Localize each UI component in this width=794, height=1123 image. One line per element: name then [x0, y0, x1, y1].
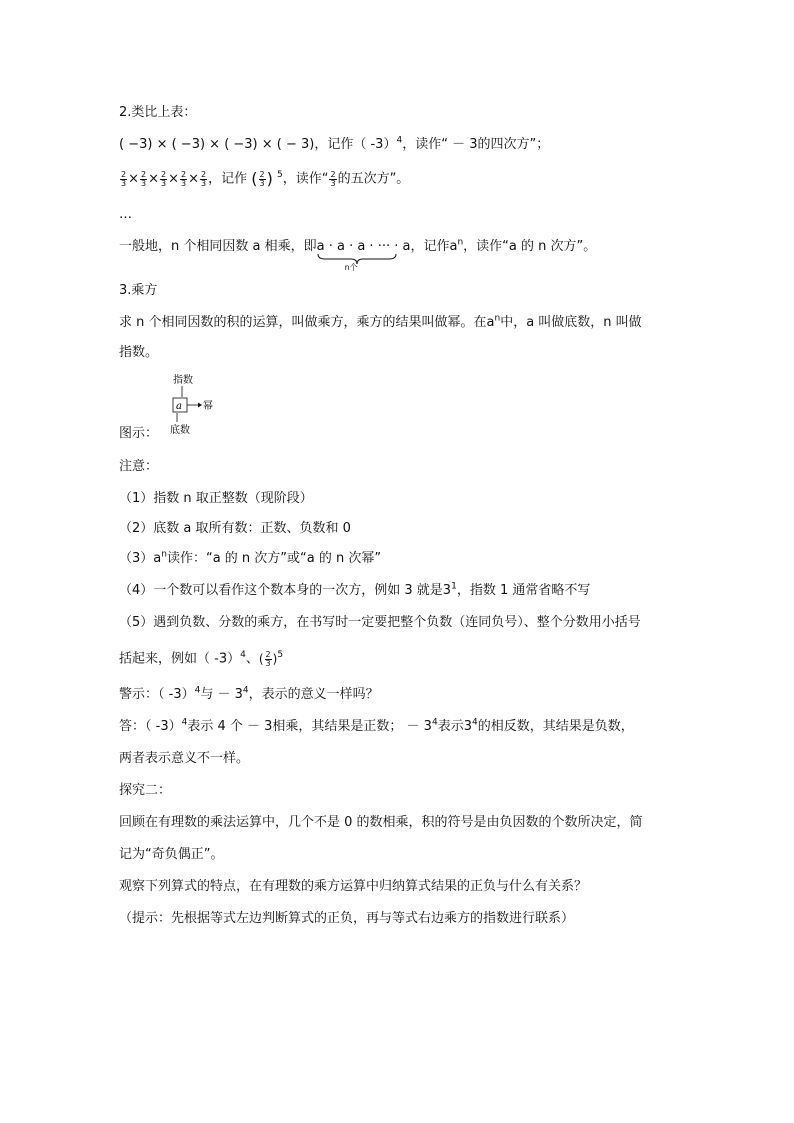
base-label: 底数: [170, 425, 190, 436]
label-illustration: 图示：: [119, 426, 159, 441]
line-definition: 求 n 个相同因数的积的运算，叫做乘方，乘方的结果叫做幂。在$a^n$中，a 叫做底数，n 叫做: [119, 313, 642, 330]
underbrace-product: a · a · a · ··· · a n个: [316, 239, 411, 272]
label-notes: 注意：: [119, 459, 159, 474]
arrow-right-icon: [198, 403, 202, 408]
warning-question: 警示：（ -3）$^4$与 － $3^4$，表示的意义一样吗？: [119, 685, 379, 702]
power-diagram: [160, 372, 230, 438]
exponent-label: 指数: [173, 375, 193, 386]
line-definition-end: 指数。: [119, 345, 159, 360]
note-3: $(3)a^n$读作：“a 的 n 次方”或“a 的 n 次幂”: [119, 549, 382, 566]
fraction: $\frac{2}{3}$: [141, 169, 147, 188]
fraction: $\frac{2}{3}$: [330, 169, 336, 188]
ellipsis: …: [119, 207, 132, 222]
fraction: $\frac{2}{3}$: [161, 169, 167, 188]
heading-exploration-two: 探究二：: [119, 783, 172, 798]
base-symbol: a: [176, 401, 182, 412]
note-2: （2）底数 a 取所有数：正数、负数和 0: [119, 521, 351, 536]
fraction: $\frac{2}{3}$: [201, 169, 207, 188]
fraction: $\frac{2}{3}$: [121, 169, 127, 188]
fraction: $\frac{2}{3}$: [259, 169, 265, 188]
note-1: （1）指数 n 取正整数（现阶段）: [119, 491, 313, 506]
power-label: 幂: [203, 401, 213, 412]
line-negative-three-power: ( −3) × ( −3) × ( −3) × ( − 3)，记作（ -3）$^4$，读作“ － 3的四次方”；: [119, 135, 550, 152]
answer: 答：（ -3）$^4$表示 4 个 － 3相乘，其结果是正数； － $3^4$表示$3^4$的相反数，其结果是负数，: [119, 717, 634, 734]
fraction: $\frac{2}{3}$: [265, 649, 271, 668]
heading-analogy: 2.类比上表：: [119, 105, 197, 120]
note-5: （5）遇到负数、分数的乘方，在书写时一定要把整个负数（连同负号）、整个分数用小括号: [119, 615, 641, 630]
note-5-cont: 括起来，例如（ -3）$^4$、( $\frac{2}{3}$ )$^5$: [119, 649, 284, 668]
line-fraction-power: $\frac{2}{3}$ × $\frac{2}{3}$ × $\frac{2}{3}$ × $\frac{2}{3}$ × $\frac{2}{3}$ ，记作 ( $\frac{2}{3}$ ) $^5$，读作“ $\frac{2}{3}$ 的五次方”。: [121, 169, 410, 188]
hint-text: （提示：先根据等式左边判断算式的正负，再与等式右边乘方的指数进行联系）: [119, 911, 575, 926]
review-text-cont: 记为“奇负偶正”。: [119, 847, 224, 862]
review-text: 回顾在有理数的乘法运算中，几个不是 0 的数相乘，积的符号是由负因数的个数所决定，简: [119, 815, 643, 830]
answer-cont: 两者表示意义不一样。: [119, 751, 250, 766]
line-general-form: 一般地，n 个相同因数 a 相乘，即a · a · a · ··· · a n个 ，记作$a^n$，读作“a 的 n 次方”。: [119, 237, 597, 272]
note-4: （4）一个数可以看作这个数本身的一次方，例如 3 就是$3^1$，指数 1 通常省略不写: [119, 581, 591, 598]
heading-exponentiation: 3.乘方: [119, 283, 158, 298]
fraction: $\frac{2}{3}$: [181, 169, 187, 188]
observe-question: 观察下列算式的特点，在有理数的乘方运算中归纳算式结果的正负与什么有关系？: [119, 879, 588, 894]
